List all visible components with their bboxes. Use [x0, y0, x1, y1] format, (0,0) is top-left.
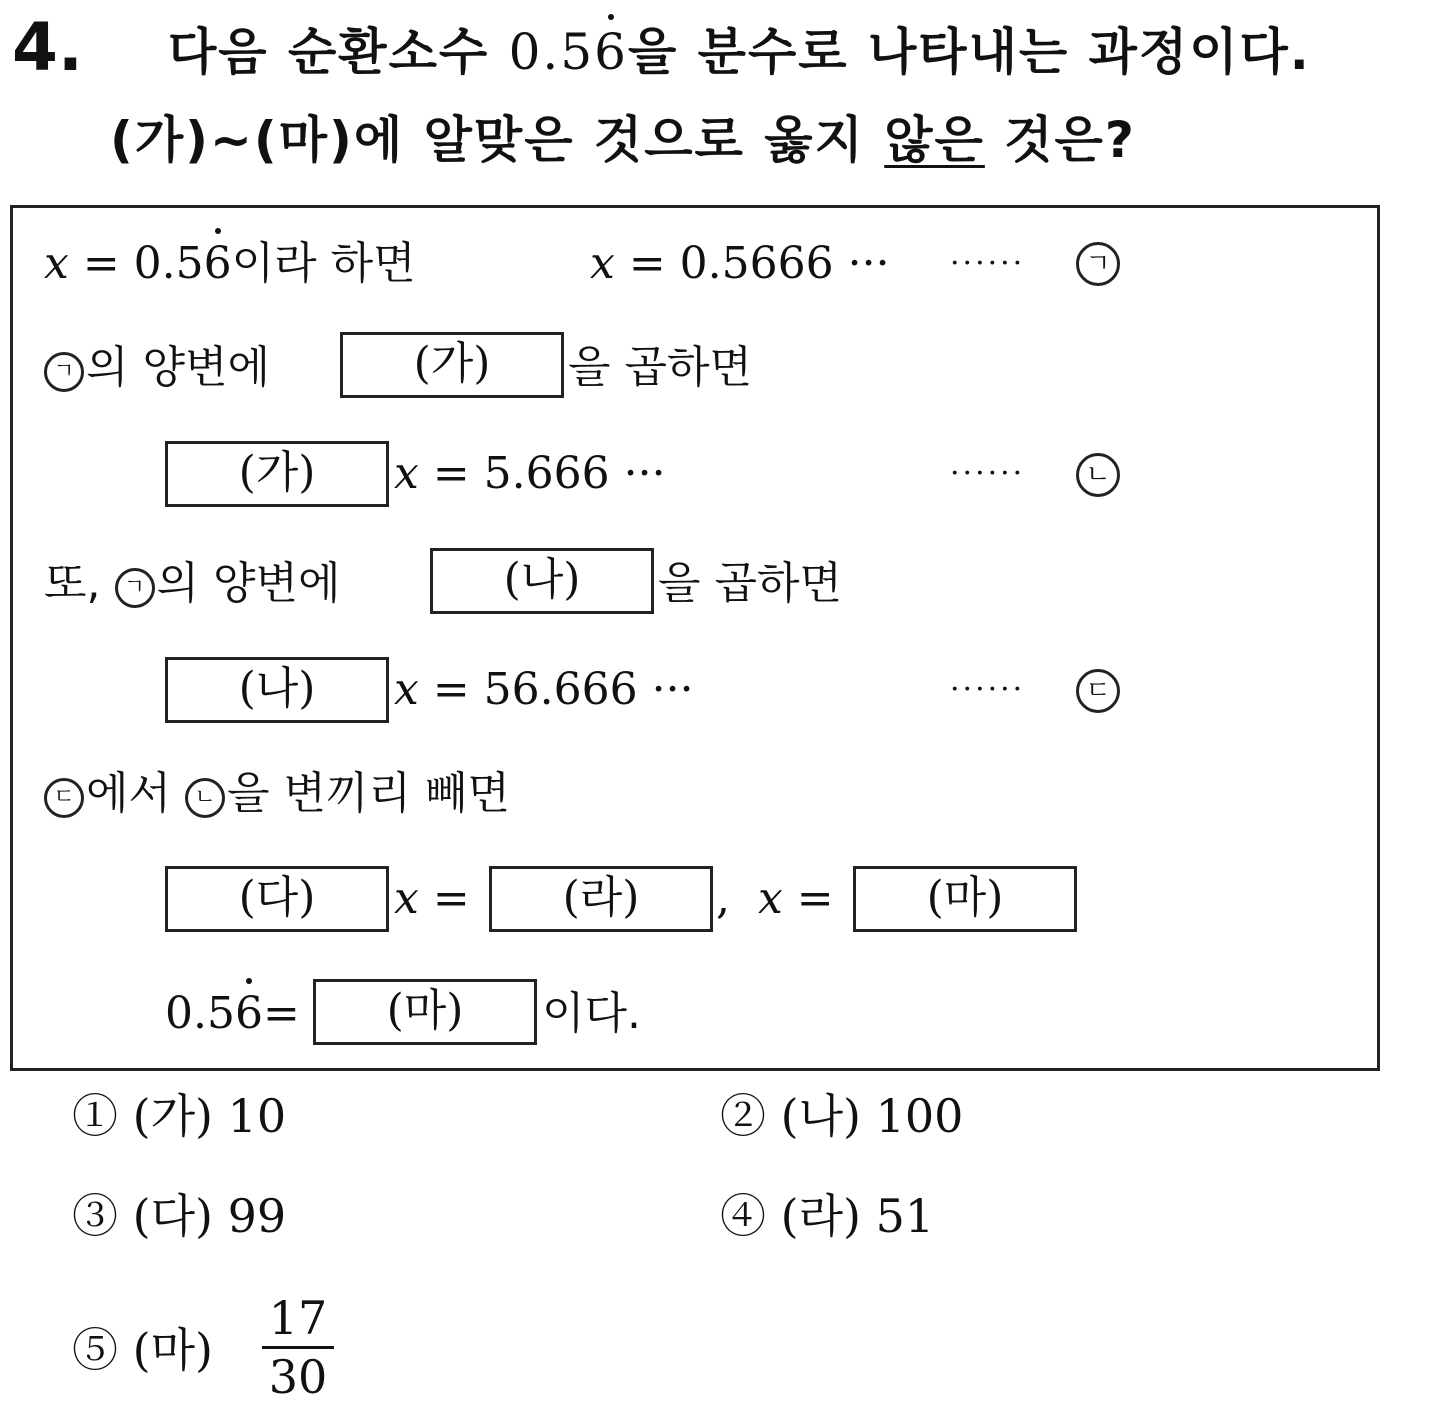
comma: , — [716, 873, 730, 924]
choice-mark: ② — [720, 1089, 766, 1143]
equation-text: = 0.5 — [68, 238, 204, 289]
equals-sign: = — [262, 988, 300, 1039]
decimal-part: 0.5 — [508, 23, 595, 81]
choice-value: 100 — [875, 1089, 964, 1143]
blank-box-ma: (마) — [853, 866, 1077, 932]
blank-box-ga: (가) — [340, 332, 564, 398]
question-text: (가)~(마)에 알맞은 것으로 옳지 — [110, 111, 885, 169]
question-line-2 — [110, 108, 1136, 172]
row-6-text — [44, 764, 510, 824]
marker-nieun-icon: ㄴ — [1076, 453, 1120, 497]
row-7-equation-2 — [716, 869, 834, 929]
blank-box-ga: (가) — [165, 441, 389, 507]
variable-x: x — [590, 238, 615, 289]
row-text: 의 양변에 — [156, 558, 341, 609]
repeating-decimal — [509, 23, 628, 81]
question-line-1 — [168, 20, 1311, 84]
marker-digeut-icon: ㄷ — [44, 778, 84, 818]
row-text: 에서 — [86, 768, 172, 819]
choice-mark: ④ — [720, 1189, 766, 1243]
blank-box-da: (다) — [165, 866, 389, 932]
choice-4[interactable] — [720, 1186, 934, 1246]
choice-label: (다) — [132, 1189, 213, 1243]
choice-label: (가) — [132, 1089, 213, 1143]
equals-sign: = — [418, 873, 470, 924]
choice-5[interactable] — [72, 1320, 213, 1380]
marker-giyeok-icon: ㄱ — [115, 568, 155, 608]
variable-x: x — [44, 238, 69, 289]
blank-box-ma: (마) — [313, 979, 537, 1045]
expansion-text: = 0.5666 ··· — [614, 238, 890, 289]
variable-x: x — [757, 873, 783, 924]
choice-value: 51 — [875, 1189, 935, 1243]
row-prefix: 또, — [44, 558, 101, 609]
row-8-conclusion — [165, 984, 300, 1044]
leader-dots: ······ — [950, 246, 1026, 281]
choice-2[interactable] — [720, 1086, 963, 1146]
choice-value: 10 — [227, 1089, 287, 1143]
equation-text: = 56.666 ··· — [418, 664, 694, 715]
emphasis-text: 않은 — [884, 111, 985, 169]
variable-x: x — [394, 873, 419, 924]
equals-sign: = — [782, 873, 834, 924]
choice-5-fraction — [262, 1290, 334, 1405]
blank-box-ra: (라) — [489, 866, 713, 932]
variable-x: x — [394, 664, 419, 715]
row-4-text-suffix: 을 곱하면 — [658, 558, 843, 609]
marker-nieun-icon: ㄴ — [185, 778, 225, 818]
leader-dots: ······ — [950, 672, 1026, 707]
choice-mark: ⑤ — [72, 1323, 118, 1377]
blank-box-na: (나) — [165, 657, 389, 723]
variable-x: x — [394, 448, 419, 499]
decimal-part: 0.5 — [165, 988, 235, 1039]
row-2-text-suffix: 을 곱하면 — [568, 342, 753, 393]
fraction-numerator: 17 — [268, 1291, 328, 1345]
row-7-equation-1 — [394, 869, 470, 929]
repeating-digit: 6 — [594, 20, 628, 84]
row-2-text — [44, 338, 270, 398]
row-3-equation — [394, 444, 666, 504]
choice-mark: ③ — [72, 1189, 118, 1243]
repeating-digit: 6 — [204, 234, 232, 294]
marker-giyeok-icon: ㄱ — [1076, 242, 1120, 286]
choice-1[interactable] — [72, 1086, 286, 1146]
leader-dots: ······ — [950, 456, 1026, 491]
row-8-text: 이다. — [542, 988, 641, 1039]
repeating-digit: 6 — [235, 984, 263, 1044]
row-text: 이라 하면 — [231, 238, 416, 289]
row-1-expansion — [590, 234, 890, 294]
choice-value: 99 — [227, 1189, 287, 1243]
blank-box-na: (나) — [430, 548, 654, 614]
question-text-suffix: 을 분수로 나타내는 과정이다. — [627, 23, 1311, 81]
question-number: 4. — [12, 9, 83, 86]
marker-giyeok-icon: ㄱ — [44, 352, 84, 392]
question-text-suffix: 것은? — [984, 111, 1136, 169]
choice-label: (나) — [780, 1089, 861, 1143]
choice-mark: ① — [72, 1089, 118, 1143]
equation-text: = 5.666 ··· — [418, 448, 666, 499]
question-text: 다음 순환소수 — [168, 23, 509, 81]
choice-label: (마) — [132, 1323, 213, 1377]
row-5-equation — [394, 660, 694, 720]
choice-3[interactable] — [72, 1186, 286, 1246]
solution-panel — [10, 205, 1380, 1071]
choice-label: (라) — [780, 1189, 861, 1243]
row-text: 의 양변에 — [86, 342, 271, 393]
marker-digeut-icon: ㄷ — [1076, 669, 1120, 713]
row-text-suffix: 을 변끼리 빼면 — [227, 768, 511, 819]
row-4-text — [44, 554, 341, 614]
fraction-denominator: 30 — [268, 1350, 328, 1404]
row-1-definition — [44, 234, 416, 294]
